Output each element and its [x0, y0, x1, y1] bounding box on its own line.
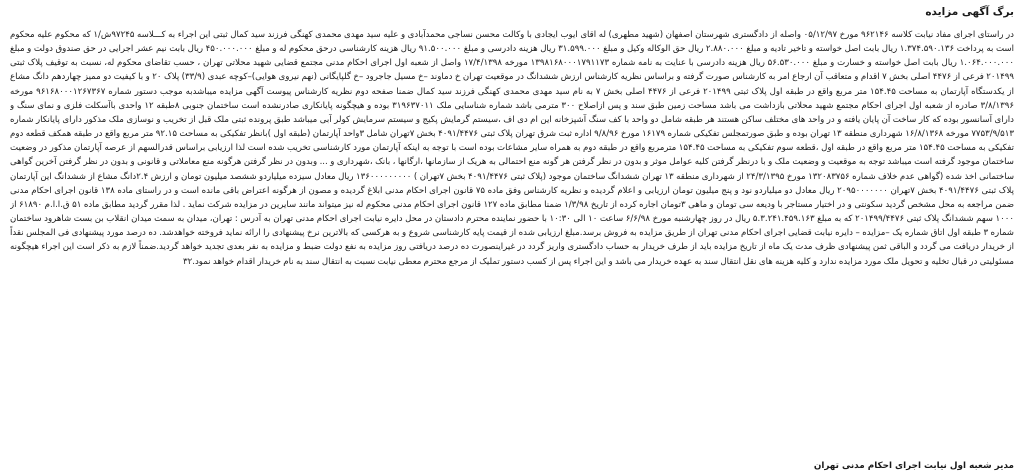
- notice-body: در راستای اجرای مفاد نیابت کلاسه ۹۶۲۱۴۶ مورخ ۰۵/۱۲/۹۷ واصله از دادگستری شهرستان اصفهان (شهید مطهری) له اقای ایوب ایجادی با وکالت محسن نساجی محمدآبادی و علیه سید مهدی محمدی کهنگی فرزند سید کمال ثبتی این اجراء به کـــلاسه ۹۷۲۴۵ش/۱ که محکوم علیه محکوم است به پرداخت ۱.۳۷۴.۵۹۰.۱۳۶ ریال بابت اصل خواسته و تاخیر تادیه و مبلغ ۲.۸۸۰.۰۰۰ ریال حق الوکاله وکیل و مبلغ ۳۱.۵۹۹.۰۰۰ ریال هزینه دادرسی و مبلغ ۹۱.۵۰۰.۰۰۰ ریال هزینه کارشناسی درحق محکوم له و مبلغ ۴۵۰.۰۰۰.۰۰۰ ریال بابت نیم عشر اجرایی در حق صندوق دولت و مبلغ ۱.۰۶۴.۰۰۰.۰۰۰ ریال بابت اصل خواسته و خسارت و مبلغ ۵۶.۵۳۰.۰۰۰ ریال هزینه دادرسی با عنایت به نامه شماره ۱۳۹۸۱۶۸۰۰۰۱۷۹۱۱۷۳ مورخه ۱۷/۴/۱۳۹۸ واصل از شعبه اول اجرای احکام مدنی مجتمع قضایی شهید محلاتی تهران ، حسب تقاضای محکوم له، نسبت به توقیف پلاک ثبتی ۲۰۱۴۹۹ فرعی از ۴۴۷۶ اصلی بخش ۷ اقدام و متعاقب آن ارجاع امر به کارشناس صورت گرفته و براساس نظریه کارشناس ارزش ششدانگ در موقعیت تهران خ دماوند –خ مسیل جاجرود –خ گلپایگانی (نهم نیروی هوایی)–کوچه عبدی (۳۳/۹) پلاک ۲۰ و با کیفیت دو ممیز چهاردهم دانگ مشاع از یکدستگاه آپارتمان به مساحت ۱۵۴.۴۵ متر مربع واقع در طبقه اول پلاک ثبتی ۲۰۱۴۹۹ فرعی از ۴۴۷۶ اصلی بخش ۷ به نام سید مهدی محمدی کهنگی فرزند سید کمال ضمنا صفحه دوم نظریه کارشناس پیوست آگهی مزایده میباشدبه موجب دستور شماره ۹۶۱۶۸۰۰۰۱۲۶۷۳۶۷ مورخه ۳/۸/۱۳۹۶ صادره از شعبه اول اجرای احکام مجتمع شهید محلاتی بازداشت می باشد مساحت زمین طبق سند و پس ازاصلاح ۳۰۰ مترمی باشد شماره شناسایی ملک ۳۱۹۶۳۷۰۱۱ بوده و هیچگونه پایانکاری صادرنشده است ساختمان جنوبی ۸طبقه ۱۲ واحدی باآسکلت فلزی و نمای سنگ و دارای آسانسور بوده که کار ساخت آن پایان یافته و در واحد های مختلف ساکن هستند هر طبقه شامل دو واحد با کف سنگ آشپزخانه این ام دی اف ،سیستم گرمایش پکیج و سیستم سرمایش کولر آبی میباشد طبق پرونده ثبتی ملک قبل از تخریب و نوسازی ملک مذکور دارای پایانکار شماره ۷۷۵۳/۹/۵۱۳ مورخه ۱۶/۸/۱۳۶۸ شهرداری منطقه ۱۳ تهران بوده و طبق صورتمجلس تفکیکی شماره ۱۶۱۷۹ مورخ ۹/۸/۹۶ اداره ثبت شرق تهران پلاک ثبتی ۴۰۹۱/۴۴۷۶ بخش ۷تهران شامل ۳واحد آپارتمان (طبقه اول )بانظر تفکیکی به مساحت ۹۲.۱۵ متر مربع واقع در طبقه همکف قطعه دوم تفکیکی به مساحت ۱۵۴.۴۵ متر مربع واقع در طبقه اول ،قطعه سوم تفکیکی به مساحت ۱۵۴.۴۵ مترمربع واقع در طبقه دوم به همراه سایر مشاعات بوده است با توجه به اینکه آپارتمان مورد کارشناسی تخریب شده است لذا ارزیابی براساس قدرالسهم از عرصه آپارتمان مذکور در وضعیت ساختمان موجود گرفته است میباشد توجه به موقعیت و وضعیت ملک و با درنظر گرفتن کلیه عوامل موثر و بدون در نظر گرفتن هر گونه منع احتمالی به هریک از سازمانها ،ارگانها ، بانک ،شهرداری و ... وبدون در نظر گرفتن هرگونه منع معاملاتی و قانونی و بدون در نظر گرفتن آخرین گواهی ساختمانی اخذ شده (گواهی عدم خلاف شماره ۱۳۲۰۸۳۷۵۶ مورخ ۲۴/۳/۱۳۹۵ از شهرداری منطقه ۱۳ تهران ششدانگ ساختمان موجود (پلاک ثبتی ۴۰۹۱/۴۴۷۶ بخش ۷تهران ) ۱۳۶۰۰۰۰۰۰۰۰۰ ریال معادل سیزده میلیاردو ششصد میلیون تومان و ارزش ۲.۴دانگ مشاع از ششدانگ این آپارتمان پلاک ثبتی ۴۰۹۱/۴۴۷۶ بخش ۷تهران ۲۰۹۵۰۰۰۰۰۰۰ ریال معادل دو میلیاردو نود و پنج میلیون تومان ارزیابی و اعلام گردیده و نظریه کارشناس وفق ماده ۷۵ قانون اجرای احکام مدنی ابلاغ گردیده و مصون از هرگونه اعتراض باقی مانده است و در راستای ماده ۱۳۸ قانون اجرای احکام مدنی ضمن مراجعه به محل مشخص گردید سکونتی و در اختیار مستاجر با ودیعه سی تومان و ماهی ۳تومان اجاره کرده از تاریخ ۱/۳/۹۸ ضمنا مطابق ماده ۱۲۷ قانون اجرای احکام مدنی محکوم له نیز میتواند مانند سایرین در مزایده شرکت نماید . لذا مقرر گردید مطابق ماده ۵۱ ق.ا.ا.م ۶۱۸۹۰ از ۱۰۰۰ سهم ششدانگ پلاک ثبتی ۲۰۱۴۹۹/۴۴۷۶ که به مبلغ ۵.۳.۲۴۱.۴۵۹.۱۶۳ ریال در روز چهارشنبه مورخ ۶/۶/۹۸ ساعت ۱۰ الی ۱۰:۳۰ با حضور نماینده محترم دادستان در محل دایره نیابت اجرای احکام مدنی تهران به آدرس : تهران، میدان به سمت میدان انقلاب بن بست شاهرود ساختمان شماره ۳ طبقه اول اتاق شماره یک –مزایده – دایره نیابت قضایی اجرای احکام مدنی تهران از طریق مزایده به فروش برسد.مبلغ ارزیابی شده از قیمت پایه کارشناسی شروع و به هرکسی که بالاترین نرخ پیشنهادی را ارائه نماید فروخته خواهدشد. ده درصد مورد پیشنهادی فی المجلس نقداً از خریدار دریافت می گردد و الباقی ثمن پیشنهادی ظرف مدت یک ماه از تاریخ مزایده باید از طرف خریدار به حساب دادگستری واریز گردد در غیراینصورت ده درصد دریافتی روز مزایده به نفع دولت ضبط و مزایده به نفر بعدی تجدید خواهد گردید.ضمناً لازم به ذکر است این اجراء هیچگونه مسئولیتی در قبال تخلیه و تحویل ملک مورد مزایده ندارد و کلیه هزینه های نقل انتقال سند به عهده خریدار می باشد و این اجراء پس از کسب دستور تملیک از مرجع محترم معطی نیابت نسبت به انتقال سند به نام خریدار اقدام خواهد نمود.۳۲: [10, 30, 1014, 267]
- notice-title: برگ آگهی مزایده: [925, 6, 1014, 18]
- signature: مدیر شعبه اول نیابت اجرای احکام مدنی تهران: [813, 461, 1014, 471]
